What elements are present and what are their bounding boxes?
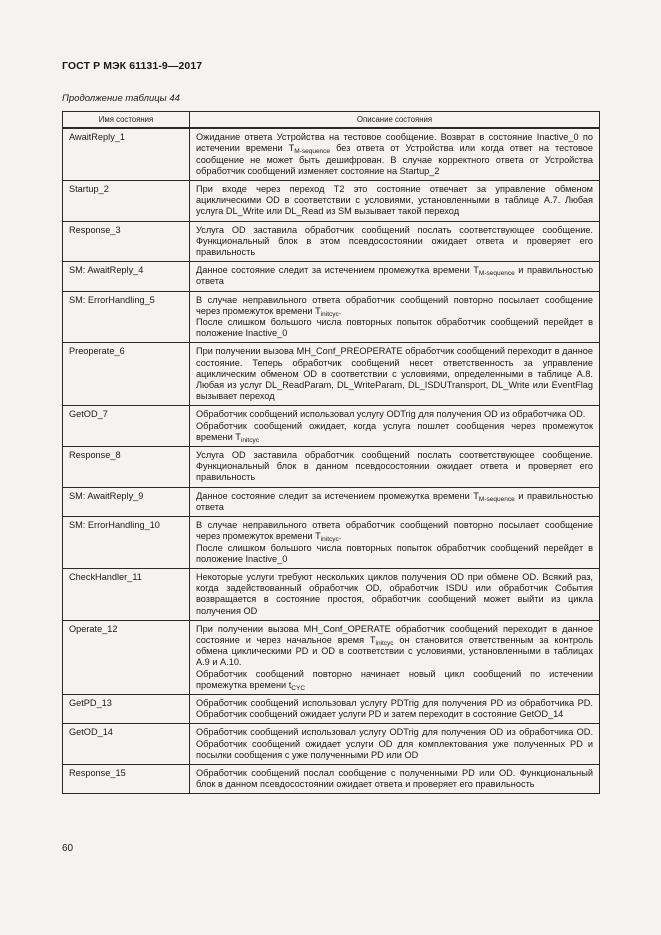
state-name-cell: SM: ErrorHandling_10 [63, 517, 190, 569]
description-text: При входе через переход T2 это состояние отвечает за управление обменом ациклическими OD в соответствии с условиями, установленными в таблице А.7. Любая услуга DL_Write или DL_Read из SM вызывает такой переход [196, 184, 593, 217]
state-description-cell [190, 764, 600, 793]
subscript-text: M-sequence [478, 495, 515, 503]
state-name-cell: Preoperate_6 [63, 343, 190, 406]
description-text: и правильностью ответа [196, 265, 593, 287]
state-description-cell [190, 487, 600, 516]
table-caption: Продолжение таблицы 44 [62, 93, 180, 104]
description-text: Обработчик сообщений использовал услугу ODTrig для получения OD из обработчика OD. Обработчик сообщений ожидает услуги OD для комплектования уже полученных PD и посылки сообщения с уже полученными PD или OD [196, 727, 593, 760]
description-text: Данное состояние следит за истечением промежутка времени T [196, 490, 479, 501]
description-text: Ожидание ответа Устройства на тестовое сообщение. Возврат в состояние Inactive_0 по истечении времени T [196, 132, 593, 154]
description-text: он становится ответственным за контроль обмена циклическими PD и OD в соответствии с условиями, установленными в таблицах А.9 и А.10. Обработчик сообщений повторно начинает новый цикл сообщений по истечении промежутка времени t [196, 634, 593, 690]
state-description-cell [190, 694, 600, 723]
table-row [63, 221, 600, 262]
state-name-cell: GetOD_14 [63, 724, 190, 765]
state-name-cell: SM: AwaitReply_4 [63, 262, 190, 291]
table-header-row [63, 112, 600, 129]
description-text: . После слишком большого числа повторных попыток обработчик сообщений перейдет в положение Inactive_0 [196, 305, 593, 339]
subscript-text: initcyc [320, 310, 339, 318]
table-row [63, 764, 600, 793]
table-row [63, 620, 600, 694]
state-name-cell: Response_8 [63, 447, 190, 488]
description-text: и правильностью ответа [196, 490, 593, 512]
subscript-text: initcyc [375, 639, 394, 647]
description-text: Обработчик сообщений использовал услугу PDTrig для получения PD из обработчика PD. Обработчик сообщений ожидает услуги PD и затем переходит в состояние GetOD_14 [196, 697, 593, 720]
state-name-cell: SM: AwaitReply_9 [63, 487, 190, 516]
state-name-cell: AwaitReply_1 [63, 128, 190, 180]
table-row [63, 181, 600, 222]
description-text: без ответа от Устройства или когда ответ на тестовое сообщение не может быть дешифрован. В случае корректного ответа от Устройства обработчик сообщений изменяет состояние на Startup_2 [196, 143, 593, 176]
state-table [62, 111, 600, 794]
table-row [63, 343, 600, 406]
column-header-state-name: Имя состояния [63, 112, 190, 129]
state-description-cell [190, 262, 600, 291]
state-name-cell: GetPD_13 [63, 694, 190, 723]
table-row [63, 517, 600, 569]
description-text: В случае неправильного ответа обработчик сообщений повторно посылает сообщение через промежуток времени T [196, 520, 593, 542]
subscript-text: initcyc [240, 436, 259, 444]
state-name-cell: Startup_2 [63, 181, 190, 222]
subscript-text: M-sequence [294, 148, 331, 156]
description-text: Некоторые услуги требуют нескольких циклов получения OD при обмене OD. Всякий раз, когда задействованный обработчик OD, обработчик ISDU или обработчик События возвращается в состояние простоя, обработчик сообщений может выйти из цикла получения OD [196, 571, 593, 616]
description-text: При получении вызова MH_Conf_PREOPERATE обработчик сообщений переходит в данное состояние. Теперь обработчик сообщений несет ответственность за управление ациклическим обменом OD в соответствии с условиями, определенными в таблице А.8. Любая из услуг DL_ReadParam, DL_WriteParam, DL_ISDUTransport, DL_Write или EventFlag вызывает переход [196, 346, 593, 402]
state-description-cell [190, 181, 600, 222]
state-description-cell [190, 517, 600, 569]
state-name-cell: CheckHandler_11 [63, 568, 190, 620]
table-row [63, 694, 600, 723]
page-number: 60 [62, 843, 74, 854]
table-row [63, 262, 600, 291]
table-row [63, 291, 600, 343]
state-description-cell [190, 343, 600, 406]
subscript-text: initcyc [320, 536, 339, 544]
table-row [63, 128, 600, 180]
subscript-text: M-sequence [478, 270, 515, 278]
description-text: Обработчик сообщений использовал услугу ODTrig для получения OD из обработчика OD. Обработчик сообщений ожидает, когда услуга пошлет сообщения через промежуток времени T [196, 409, 593, 442]
column-header-state-description: Описание состояния [190, 112, 600, 129]
state-description-cell [190, 568, 600, 620]
state-name-cell: GetOD_7 [63, 406, 190, 447]
description-text: В случае неправильного ответа обработчик сообщений повторно посылает сообщение через промежуток времени T [196, 294, 593, 316]
state-description-cell [190, 620, 600, 694]
table-row [63, 447, 600, 488]
table-row [63, 406, 600, 447]
table-row [63, 568, 600, 620]
table-row [63, 724, 600, 765]
document-header: ГОСТ Р МЭК 61131-9—2017 [62, 60, 203, 72]
state-name-cell: Operate_12 [63, 620, 190, 694]
state-description-cell [190, 724, 600, 765]
state-description-cell [190, 447, 600, 488]
state-description-cell [190, 221, 600, 262]
state-description-cell [190, 406, 600, 447]
description-text: . После слишком большого числа повторных попыток обработчик сообщений перейдет в положение Inactive_0 [196, 531, 593, 564]
description-text: При получении вызова MH_Conf_OPERATE обработчик сообщений переходит в данное состояние и через начальное время T [196, 623, 593, 645]
state-description-cell [190, 291, 600, 343]
table-row [63, 487, 600, 516]
state-description-cell [190, 128, 600, 180]
subscript-text: CYC [291, 684, 306, 692]
state-name-cell: Response_3 [63, 221, 190, 262]
state-name-cell: SM: ErrorHandling_5 [63, 291, 190, 343]
description-text: Услуга OD заставила обработчик сообщений послать соответствующее сообщение. Функциональный блок в этом псевдосостоянии ожидает ответа и проверяет его правильность [196, 224, 593, 258]
description-text: Услуга OD заставила обработчик сообщений послать соответствующее сообщение. Функциональный блок в данном псевдосостоянии ожидает ответа и проверяет его правильность [196, 450, 593, 483]
description-text: Данное состояние следит за истечением промежутка времени T [196, 265, 479, 276]
description-text: Обработчик сообщений послал сообщение с полученными PD или OD. Функциональный блок в данном псевдосостоянии ожидает ответа и проверяет его правильность [196, 767, 593, 790]
state-name-cell: Response_15 [63, 764, 190, 793]
